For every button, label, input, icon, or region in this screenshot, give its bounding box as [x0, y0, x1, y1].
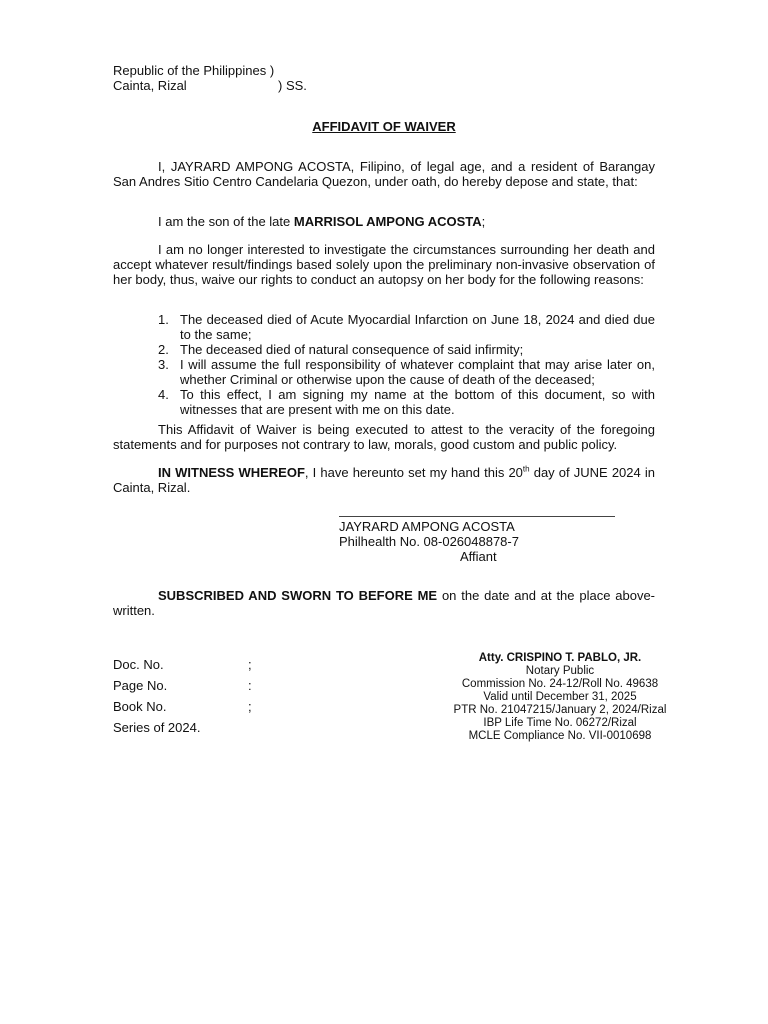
notary-line: Valid until December 31, 2025	[483, 691, 637, 703]
notary-line: IBP Life Time No. 06272/Rizal	[483, 717, 637, 729]
witness-text-1: , I have hereunto set my hand this 20	[304, 465, 523, 480]
reason-text: The deceased died of Acute Myocardial Infarction on June 18, 2024 and died due to the same;	[180, 312, 655, 342]
book-sep: ;	[248, 699, 252, 714]
notarial-register	[113, 657, 273, 735]
page-label: Page No.	[113, 678, 168, 693]
witness-sup: th	[522, 464, 530, 474]
notary-line: PTR No. 21047215/January 2, 2024/Rizal	[453, 704, 667, 716]
venue-line-2	[113, 78, 353, 93]
reasons-list	[158, 312, 655, 417]
deceased-name: MARRISOL AMPONG ACOSTA	[293, 214, 482, 229]
book-row	[113, 699, 273, 720]
son-paragraph	[113, 214, 655, 229]
reason-number: 1.	[158, 312, 169, 327]
intro-paragraph: I, JAYRARD AMPONG ACOSTA, Filipino, of legal age, and a resident of Barangay San Andres Sitio Centro Candelaria Quezon, under oath, do hereby depose and state, that:	[113, 159, 655, 189]
reason-number: 2.	[158, 342, 169, 357]
venue-line-1: Republic of the Philippines )	[113, 63, 275, 78]
purpose-paragraph: This Affidavit of Waiver is being executed to attest to the veracity of the foregoing statements and for purposes not contrary to law, morals, good custom and public policy.	[113, 422, 655, 452]
page-sep: :	[248, 678, 252, 693]
list-item	[158, 342, 655, 357]
venue-block	[113, 63, 353, 93]
doc-sep: ;	[248, 657, 252, 672]
affiant-philhealth: Philhealth No. 08-026048878-7	[339, 534, 519, 549]
sworn-text: on the date and at the place above-written.	[113, 588, 655, 618]
notary-name: Atty. CRISPINO T. PABLO, JR.	[478, 652, 642, 664]
witness-paragraph	[113, 465, 655, 495]
reason-text: I will assume the full responsibility of whatever complaint that may arise later on, whether Criminal or otherwise upon the cause of death of the deceased;	[180, 357, 655, 387]
reason-text: The deceased died of natural consequence of said infirmity;	[180, 342, 524, 357]
page-row	[113, 678, 273, 699]
venue-ss: ) SS.	[278, 78, 307, 93]
reason-number: 3.	[158, 357, 169, 372]
notary-line: Notary Public	[525, 665, 595, 677]
doc-row	[113, 657, 273, 678]
affiant-name: JAYRARD AMPONG ACOSTA	[339, 519, 515, 534]
doc-label: Doc. No.	[113, 657, 164, 672]
notary-line: Commission No. 24-12/Roll No. 49638	[461, 678, 659, 690]
witness-text-2: day of JUNE 2024 in Cainta, Rizal.	[113, 465, 655, 495]
list-item	[158, 312, 655, 342]
sworn-paragraph	[113, 588, 655, 618]
notary-block	[440, 652, 680, 743]
reason-number: 4.	[158, 387, 169, 402]
reason-text: To this effect, I am signing my name at the bottom of this document, so with witnesses that are present with me on this date.	[180, 387, 655, 417]
list-item	[158, 357, 655, 387]
book-label: Book No.	[113, 699, 167, 714]
list-item	[158, 387, 655, 417]
sworn-bold: SUBSCRIBED AND SWORN TO BEFORE ME	[158, 588, 438, 603]
son-suffix: ;	[481, 214, 486, 229]
notary-line: MCLE Compliance No. VII-0010698	[468, 730, 652, 742]
son-prefix: I am the son of the late	[158, 214, 294, 229]
document-title: AFFIDAVIT OF WAIVER	[312, 119, 456, 134]
series-row: Series of 2024.	[113, 720, 201, 735]
witness-bold: IN WITNESS WHEREOF	[158, 465, 305, 480]
affiant-role: Affiant	[460, 549, 497, 564]
affiant-block	[339, 519, 519, 564]
signature-line	[339, 516, 615, 517]
venue-city: Cainta, Rizal	[113, 78, 187, 93]
waiver-paragraph: I am no longer interested to investigate the circumstances surrounding her death and accept whatever result/findings based solely upon the preliminary non-invasive observation of her body, thus, waive our rights to conduct an autopsy on her body for the following reasons:	[113, 242, 655, 287]
